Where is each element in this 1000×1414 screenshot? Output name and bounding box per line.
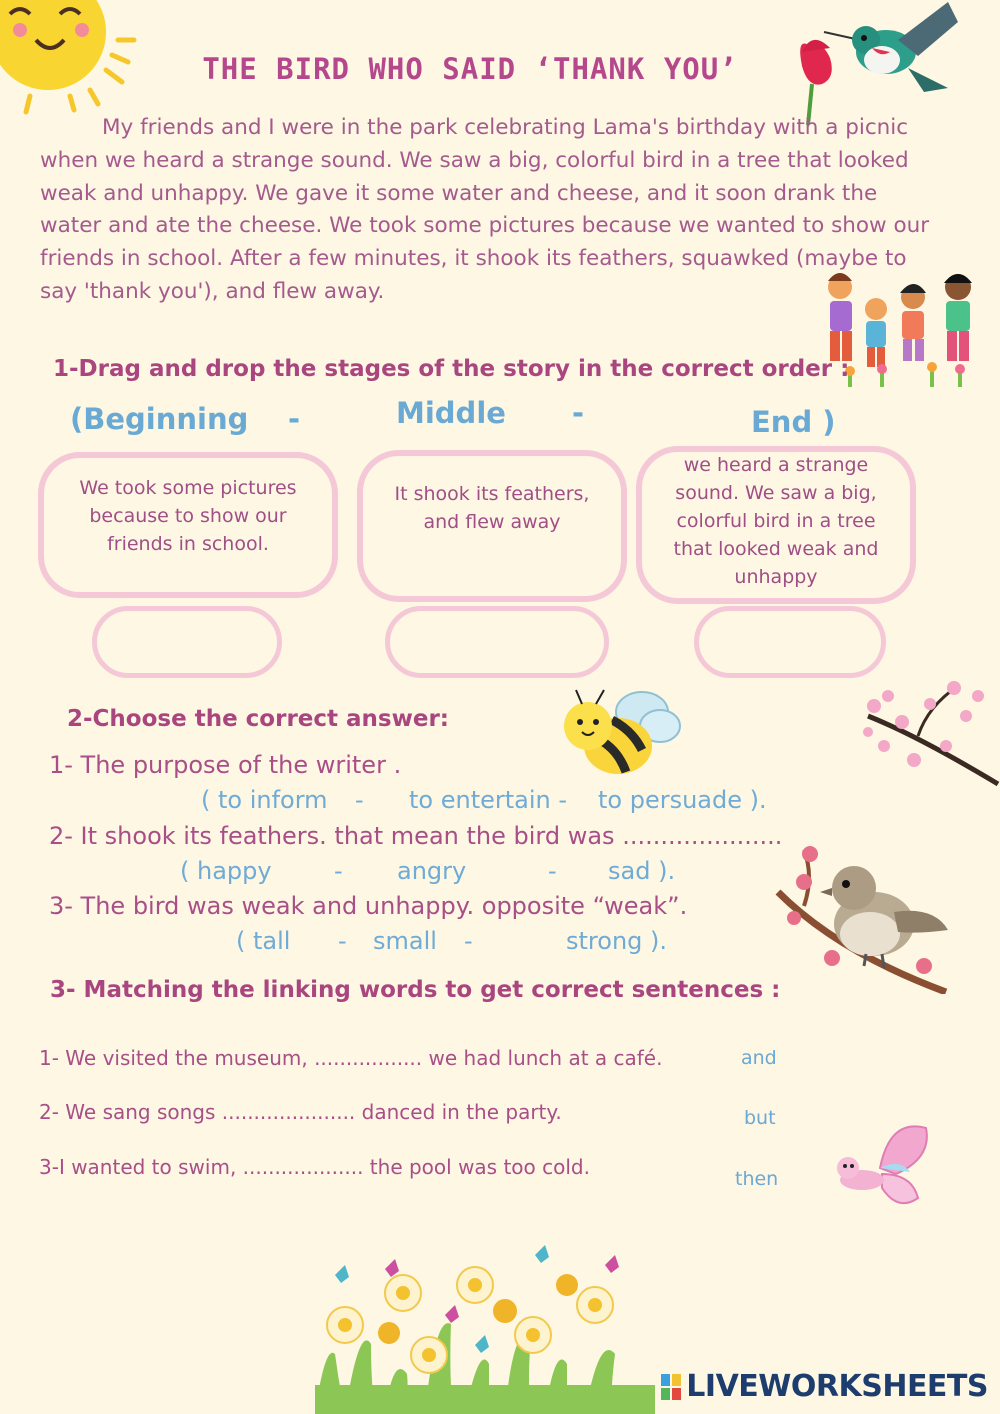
section3-heading: 3- Matching the linking words to get correct sentences : [50,977,781,1003]
drop-zone-beginning[interactable] [92,606,282,678]
drop-zone-end[interactable] [694,606,886,678]
match-word-but[interactable]: but [744,1107,776,1129]
brand-name: LIVEWORKSHEETS [686,1369,988,1404]
option-separator: - [355,786,364,814]
flowers-icon [315,1245,655,1414]
stage-separator: - [572,396,585,430]
match-sentence-2[interactable]: 2- We sang songs ..................... danced in the party. [39,1100,562,1124]
option-tall[interactable]: ( tall [236,927,291,955]
option-to-inform[interactable]: ( to inform [201,786,328,814]
option-separator: - [334,857,343,885]
section1-heading: 1-Drag and drop the stages of the story in the correct order : [53,356,850,382]
draggable-card-1[interactable] [38,452,338,598]
blossom-branch-icon [858,676,1000,791]
question-2: 2- It shook its feathers. that mean the bird was ..................... [49,822,783,850]
match-sentence-3[interactable]: 3-I wanted to swim, ................... the pool was too cold. [39,1155,590,1179]
match-word-then[interactable]: then [735,1168,779,1190]
question-1: 1- The purpose of the writer . [49,751,402,779]
option-to-entertain[interactable]: to entertain - [409,786,568,814]
logo-badge-icon [661,1374,681,1400]
option-small[interactable]: small [373,927,437,955]
section2-heading: 2-Choose the correct answer: [67,706,450,732]
stage-separator: - [288,402,301,436]
option-happy[interactable]: ( happy [180,857,272,885]
card-text: we heard a strange sound. We saw a big, colorful bird in a tree that looked weak and unhappy [673,454,879,588]
drop-zone-middle[interactable] [385,606,609,678]
option-angry[interactable]: angry [397,857,467,885]
liveworksheets-logo [661,1369,988,1404]
match-sentence-1[interactable]: 1- We visited the museum, ................. we had lunch at a café. [39,1046,663,1070]
question-3: 3- The bird was weak and unhappy. opposite “weak”. [49,892,688,920]
option-separator: - [338,927,347,955]
option-sad[interactable]: sad ). [608,857,676,885]
stage-beginning-label: (Beginning [70,402,249,436]
card-text: It shook its feathers, and flew away [394,483,590,533]
stage-middle-label: Middle [396,396,506,430]
stage-end-label: End ) [751,405,836,439]
draggable-card-2[interactable] [357,450,627,602]
card-text: We took some pictures because to show our friends in school. [79,477,297,555]
sparrow-icon [774,842,950,994]
bee-icon [560,682,685,782]
option-separator: - [464,927,473,955]
story-paragraph [40,112,940,309]
story-text: My friends and I were in the park celebrating Lama's birthday with a picnic when we heard a strange sound. We saw a big, colorful bird in a tree that looked weak and unhappy. We gave it some water and cheese, and it soon drank the water and ate the cheese. We took some pictures because we wanted to show our friends in school. After a few minutes, it shook its feathers, squawked (maybe to say 'thank you'), and flew away. [40,115,930,304]
worksheet-title: THE BIRD WHO SAID ‘THANK YOU’ [202,52,738,86]
option-to-persuade[interactable]: to persuade ). [598,786,767,814]
option-strong[interactable]: strong ). [566,927,668,955]
butterfly-icon [834,1124,934,1212]
match-word-and[interactable]: and [741,1047,777,1069]
option-separator: - [548,857,557,885]
draggable-card-3[interactable] [636,446,916,604]
